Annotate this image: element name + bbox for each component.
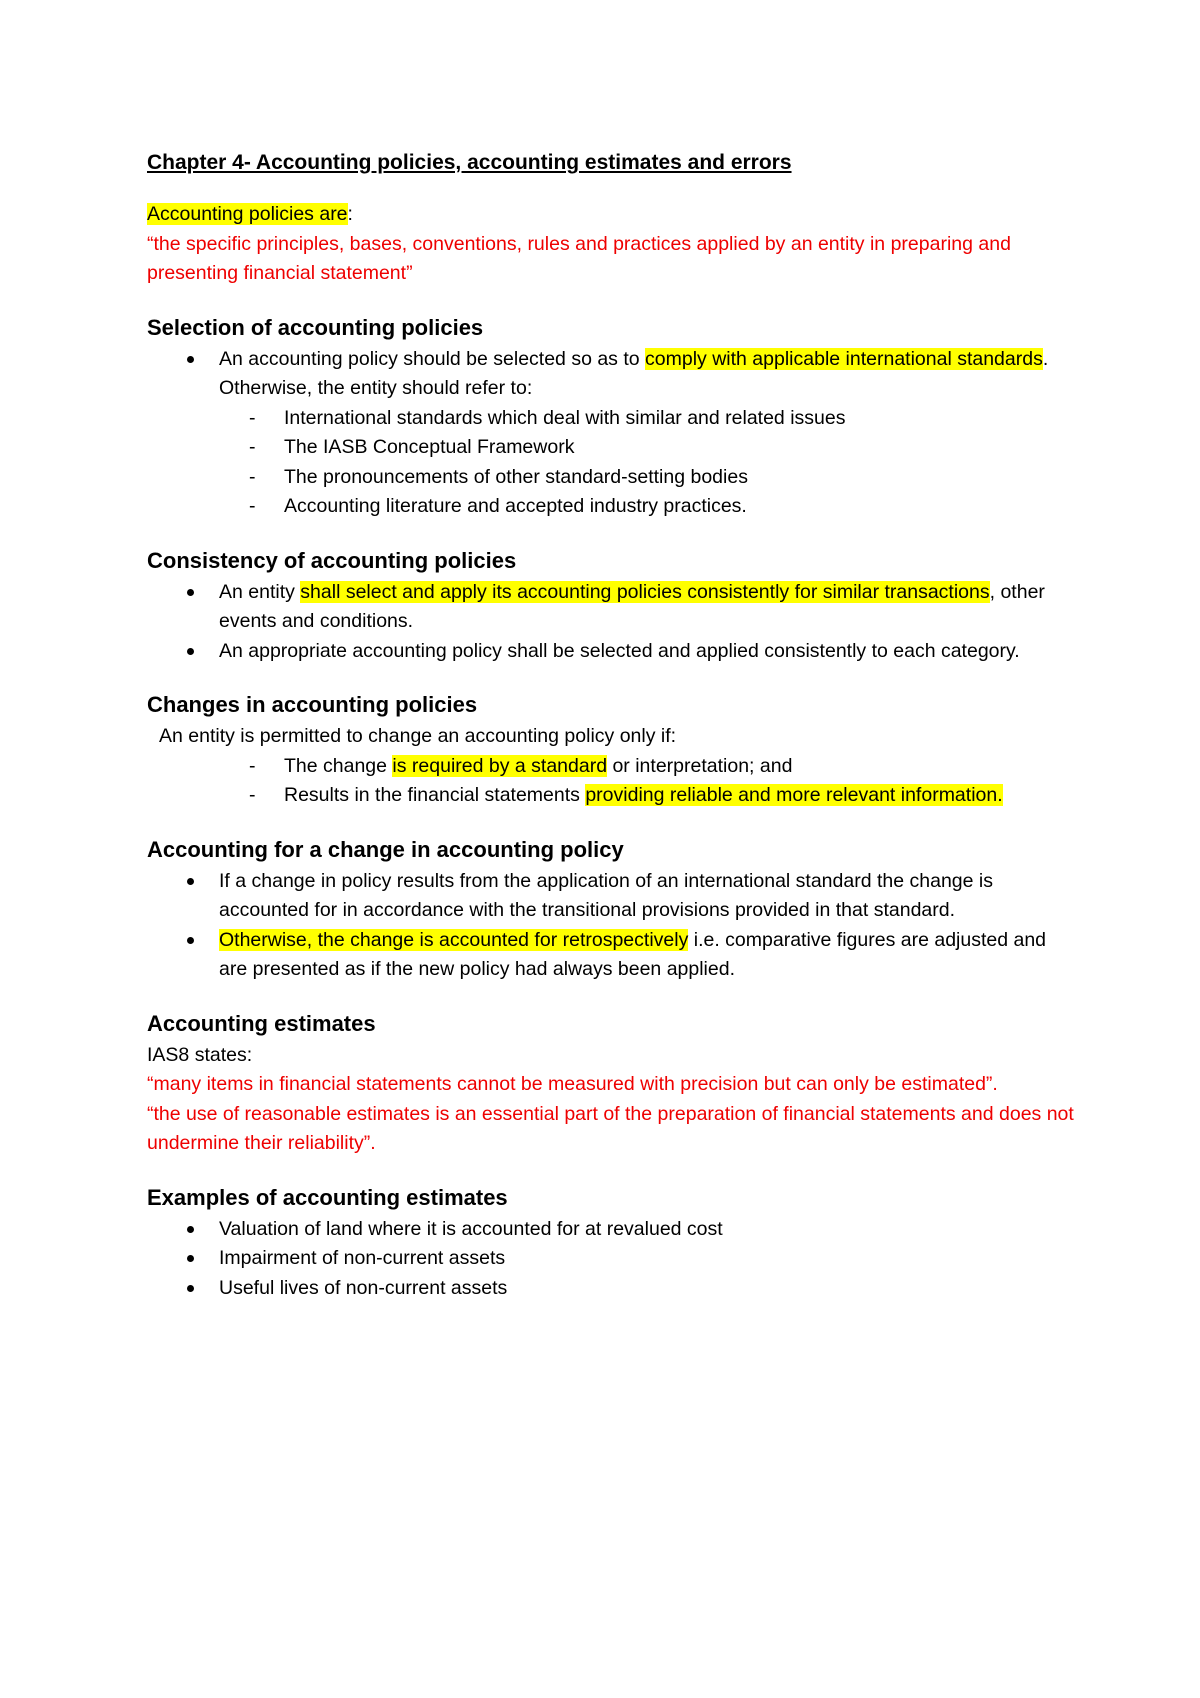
changes-dash2-pre: Results in the financial statements — [284, 784, 586, 806]
list-item: Impairment of non-current assets — [147, 1244, 1077, 1274]
document-page — [147, 148, 1077, 1303]
definition-quote: “the specific principles, bases, conventions, rules and practices applied by an entity in preparing and presenting financial statement” — [147, 232, 1011, 284]
consistency-bullet1-highlight: shall select and apply its accounting policies consistently for similar transactions — [300, 580, 990, 603]
section-heading-changes: Changes in accounting policies — [147, 692, 478, 717]
section-heading-examples: Examples of accounting estimates — [147, 1184, 508, 1210]
list-item — [147, 752, 1077, 782]
list-item — [147, 578, 1077, 637]
consistency-bullet1-pre: An entity — [219, 580, 301, 603]
list-item: Useful lives of non-current assets — [147, 1274, 1077, 1304]
accounting-change-bullet2-post: i.e. comparative figures are adjusted and are presented as if the new policy had always been applied. — [219, 928, 1047, 980]
definition-label-highlight: Accounting policies are — [147, 203, 348, 225]
selection-bullet1-post: . Otherwise, the entity should refer to: — [219, 347, 1049, 399]
section-heading-selection: Selection of accounting policies — [147, 314, 484, 340]
changes-intro: An entity is permitted to change an accounting policy only if: — [159, 725, 677, 747]
selection-bullet1-highlight: comply with applicable international standards — [645, 347, 1043, 370]
list-item: - International standards which deal with similar and related issues — [147, 404, 1077, 434]
changes-dash2-highlight: providing reliable and more relevant information. — [585, 784, 1003, 806]
section-heading-estimates: Accounting estimates — [147, 1010, 376, 1036]
estimates-intro: IAS8 states: — [147, 1043, 253, 1066]
definition-label-colon: : — [347, 203, 353, 225]
changes-dash1-pre: The change — [284, 754, 393, 777]
changes-dash1-post: or interpretation; and — [607, 754, 793, 777]
selection-bullet1-pre: An accounting policy should be selected so as to — [219, 347, 646, 370]
section-heading-accounting-change: Accounting for a change in accounting policy — [147, 836, 624, 862]
list-item — [147, 781, 1077, 811]
definition-label — [147, 200, 1077, 230]
accounting-change-bullet2-highlight: Otherwise, the change is accounted for retrospectively — [219, 928, 689, 951]
selection-dash-list — [147, 404, 1077, 522]
list-item: - The IASB Conceptual Framework — [147, 433, 1077, 463]
list-item — [147, 926, 1077, 985]
list-item: - The pronouncements of other standard-setting bodies — [147, 463, 1077, 493]
accounting-change-bullet-list — [147, 867, 1077, 985]
section-heading-consistency: Consistency of accounting policies — [147, 547, 517, 573]
selection-bullet-list — [147, 345, 1077, 404]
consistency-bullet-list — [147, 578, 1077, 667]
list-item: Valuation of land where it is accounted for at revalued cost — [147, 1215, 1077, 1245]
consistency-bullet1-post: , other events and conditions. — [219, 580, 1045, 632]
estimates-quote-1: “many items in financial statements cannot be measured with precision but can only be estimated”. — [147, 1073, 998, 1095]
page-title: Chapter 4- Accounting policies, accounting estimates and errors — [147, 151, 792, 174]
list-item: An appropriate accounting policy shall be selected and applied consistently to each category. — [147, 637, 1077, 667]
changes-dash-list — [147, 752, 1077, 811]
examples-bullet-list — [147, 1215, 1077, 1304]
list-item: - Accounting literature and accepted industry practices. — [147, 492, 1077, 522]
estimates-quote-2: “the use of reasonable estimates is an essential part of the preparation of financial statements and does not undermine their reliability”. — [147, 1102, 1074, 1154]
list-item: If a change in policy results from the application of an international standard the change is accounted for in accordance with the transitional provisions provided in that standard. — [147, 867, 1077, 926]
changes-dash1-highlight: is required by a standard — [392, 754, 608, 777]
list-item — [147, 345, 1077, 404]
